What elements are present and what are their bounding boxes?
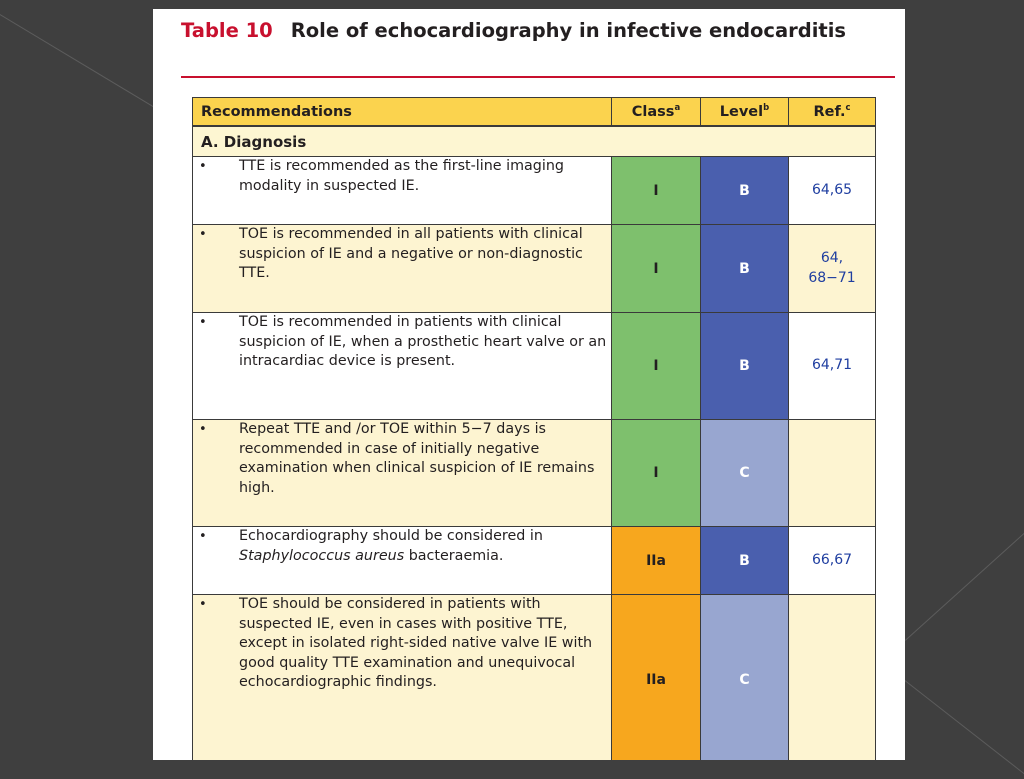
class-cell: I bbox=[612, 157, 701, 225]
header-ref: Ref.$^c$ bbox=[789, 98, 876, 127]
class-cell: I bbox=[612, 420, 701, 527]
background-line-3 bbox=[904, 680, 1024, 779]
background-line-2 bbox=[905, 533, 1024, 641]
title-rule bbox=[181, 76, 895, 78]
class-cell: IIa bbox=[612, 595, 701, 761]
table-title bbox=[181, 19, 881, 43]
recommendation-text: TTE is recommended as the first-line imaging modality in suspected IE. bbox=[239, 158, 564, 194]
level-cell: B bbox=[701, 313, 789, 420]
bullet-icon: • bbox=[199, 227, 207, 242]
class-cell: I bbox=[612, 225, 701, 313]
class-cell: IIa bbox=[612, 527, 701, 595]
level-cell: B bbox=[701, 527, 789, 595]
header-recommendations: Recommendations bbox=[193, 98, 612, 127]
table-row bbox=[193, 225, 876, 313]
level-cell: C bbox=[701, 420, 789, 527]
header-level: Level$^b$ bbox=[701, 98, 789, 127]
ref-cell bbox=[789, 420, 876, 527]
recommendation-text: TOE is recommended in all patients with clinical suspicion of IE and a negative or non-diagnostic TTE. bbox=[239, 226, 583, 281]
header-class: Class$^a$ bbox=[612, 98, 701, 127]
background-line-1 bbox=[0, 14, 171, 118]
table-row bbox=[193, 420, 876, 527]
recommendations-table bbox=[192, 97, 876, 760]
slide bbox=[153, 9, 905, 760]
table-caption: Role of echocardiography in infective endocarditis bbox=[290, 19, 847, 42]
ref-cell bbox=[789, 595, 876, 761]
section-row bbox=[193, 126, 876, 157]
bullet-icon: • bbox=[199, 529, 207, 544]
ref-cell: 66,67 bbox=[789, 527, 876, 595]
section-title: A. Diagnosis bbox=[193, 126, 876, 157]
recommendation-text: Echocardiography should be considered in Staphylococcus aureus bacteraemia. bbox=[239, 528, 543, 564]
level-cell: B bbox=[701, 157, 789, 225]
table-row bbox=[193, 527, 876, 595]
bullet-icon: • bbox=[199, 315, 207, 330]
recommendation-text: TOE is recommended in patients with clinical suspicion of IE, when a prosthetic heart valve or an intracardiac device is present. bbox=[239, 314, 607, 369]
bullet-icon: • bbox=[199, 422, 207, 437]
table-row bbox=[193, 313, 876, 420]
recommendation-text: TOE should be considered in patients with suspected IE, even in cases with positive TTE, except in isolated right-sided native valve IE with good quality TTE examination and unequivocal echocardiographic findings. bbox=[239, 596, 593, 690]
ref-cell: 64,71 bbox=[789, 313, 876, 420]
ref-cell: 64, 68−71 bbox=[789, 225, 876, 313]
bullet-icon: • bbox=[199, 159, 207, 174]
bullet-icon: • bbox=[199, 597, 207, 612]
recommendation-text: Repeat TTE and /or TOE within 5−7 days is recommended in case of initially negative examination when clinical suspicion of IE remains high. bbox=[239, 421, 595, 496]
table-row bbox=[193, 595, 876, 761]
organism-name: Staphylococcus aureus bbox=[239, 547, 405, 564]
table-number: Table 10 bbox=[181, 19, 273, 42]
ref-cell: 64,65 bbox=[789, 157, 876, 225]
table-header-row bbox=[193, 98, 876, 127]
table-row bbox=[193, 157, 876, 225]
level-cell: B bbox=[701, 225, 789, 313]
class-cell: I bbox=[612, 313, 701, 420]
level-cell: C bbox=[701, 595, 789, 761]
